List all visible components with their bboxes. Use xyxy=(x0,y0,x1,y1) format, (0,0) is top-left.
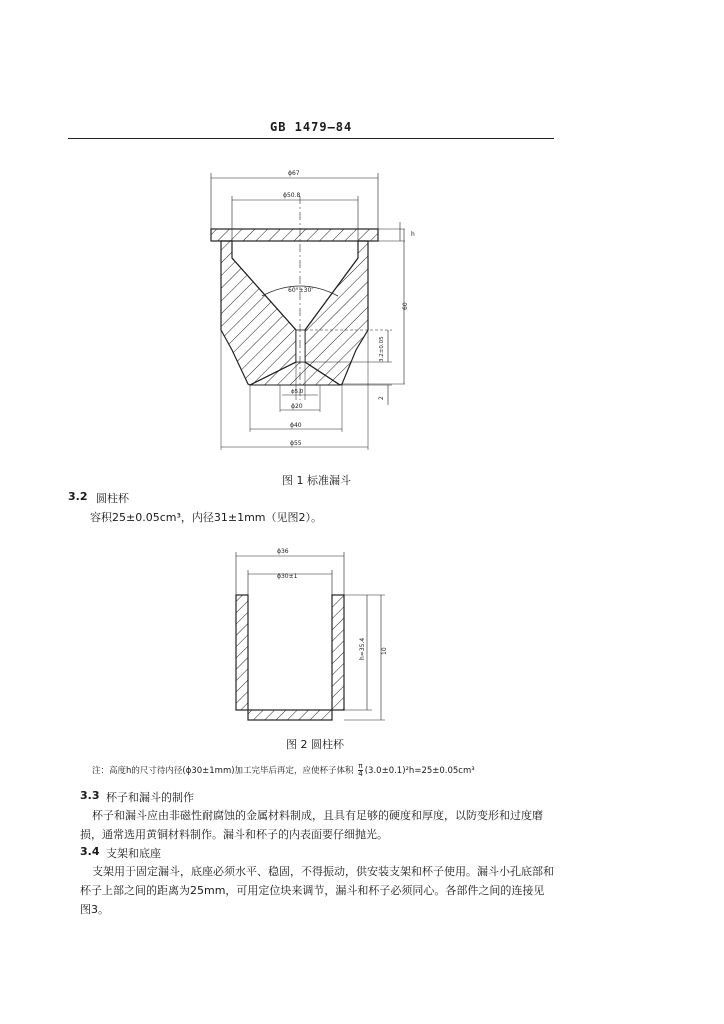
section-3-3-text: 杯子和漏斗应由非磁性耐腐蚀的金属材料制成，且具有足够的硬度和厚度，以防变形和过度磨损，通常选用黄铜材料制作。漏斗和杯子的内表面要仔细抛光。 xyxy=(80,809,543,841)
header-rule xyxy=(68,138,554,139)
section-3-3-title: 杯子和漏斗的制作 xyxy=(106,791,194,804)
dim-hole-depth: 3.2±0.05 xyxy=(379,336,385,362)
section-3-3-number: 3.3 xyxy=(80,789,100,802)
note-text-a: 高度h的尺寸待内径(ϕ30±1mm)加工完毕后再定，应使杯子体积 xyxy=(109,766,354,776)
dim-phi55: ϕ55 xyxy=(290,440,302,447)
dim-2: 2 xyxy=(378,396,385,400)
dim-10: 10 xyxy=(381,647,388,655)
note-frac-num: π xyxy=(358,762,363,770)
note-prefix: 注： xyxy=(92,766,110,776)
section-3-2-title: 圆柱杯 xyxy=(96,492,129,505)
dim-phi50-8: ϕ50.8 xyxy=(283,192,301,199)
section-3-4-text: 支架用于固定漏斗，底座必须水平、稳固，不得振动，供安装支架和杯子使用。漏斗小孔底部和杯子上部之间的距离为25mm，可用定位块来调节，漏斗和杯子必须同心。各部件之间的连接见图3。 xyxy=(80,865,554,916)
dim-h: h xyxy=(411,231,415,238)
dim-60: 60 xyxy=(402,302,409,310)
dim-phi5: ϕ5.0 xyxy=(291,389,304,395)
dim-phi67: ϕ67 xyxy=(288,170,300,177)
dim-angle: 60°±30' xyxy=(288,287,313,294)
dim-phi40: ϕ40 xyxy=(290,422,302,429)
dim-phi20: ϕ20 xyxy=(291,403,303,410)
figure-2-cup-drawing xyxy=(225,545,395,725)
section-3-2-text: 容积25±0.05cm³，内径31±1mm（见图2）。 xyxy=(90,511,323,524)
dim-phi36: ϕ36 xyxy=(277,548,289,555)
dim-h-35-4: h=35.4 xyxy=(359,637,366,660)
section-3-4-title: 支架和底座 xyxy=(106,847,161,860)
note-frac-den: 4 xyxy=(358,770,363,778)
figure-2-caption: 图 2 圆柱杯 xyxy=(286,738,344,751)
figure-2-note xyxy=(92,763,475,778)
note-text-b: (3.0±0.1)²h=25±0.05cm³ xyxy=(364,766,475,776)
standard-header: GB 1479—84 xyxy=(270,120,353,134)
dim-phi30: ϕ30±1 xyxy=(277,573,298,580)
section-3-4-number: 3.4 xyxy=(80,845,100,858)
figure-1-funnel-drawing xyxy=(195,160,425,460)
figure-1-caption: 图 1 标准漏斗 xyxy=(282,474,351,487)
section-3-2-number: 3.2 xyxy=(68,490,88,503)
